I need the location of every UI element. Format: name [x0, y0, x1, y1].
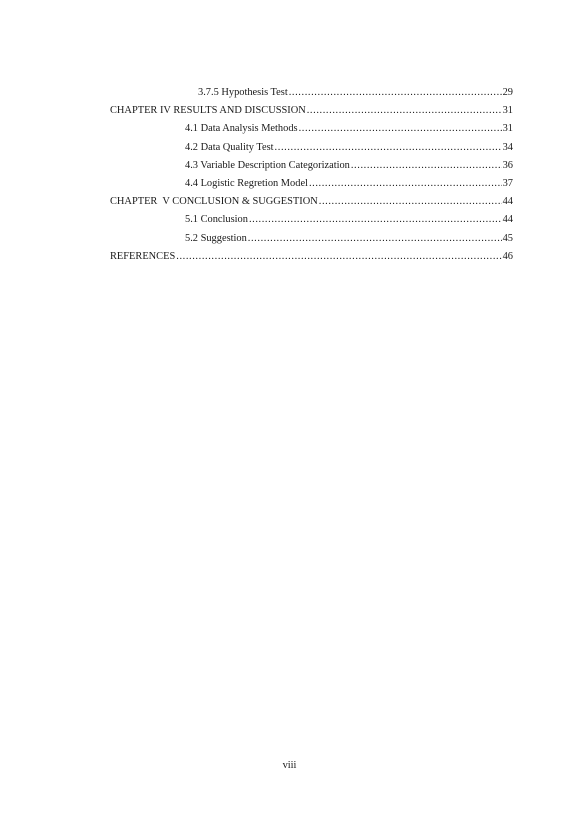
toc-entry-page: 31 [502, 123, 513, 135]
toc-entry-page: 31 [502, 105, 513, 117]
toc-entry-page: 46 [502, 250, 513, 262]
toc-entry-title: 4.1 Data Analysis Methods [185, 123, 298, 135]
toc-entry-page: 45 [502, 232, 513, 244]
toc-entry-title: 3.7.5 Hypothesis Test [198, 87, 288, 98]
toc-entry-page: 34 [502, 141, 513, 153]
toc-entry-chapter-5 [110, 193, 513, 211]
toc-entry-page: 44 [502, 196, 513, 208]
toc-entry-references [110, 248, 513, 266]
dot-leader [307, 102, 502, 120]
dot-leader [249, 211, 502, 229]
dot-leader [309, 175, 502, 193]
toc-entry-5-1 [110, 211, 513, 229]
toc-entry-4-4 [110, 175, 513, 193]
toc-entry-title: CHAPTER V CONCLUSION & SUGGESTION [110, 196, 318, 208]
toc-entry-4-2 [110, 139, 513, 157]
dot-leader [275, 139, 502, 157]
dot-leader [176, 248, 501, 266]
toc-entry-title: 4.3 Variable Description Categorization [185, 159, 350, 171]
toc-entry-title: 5.1 Conclusion [185, 214, 248, 226]
toc-entry-title: 5.2 Suggestion [185, 232, 247, 244]
toc-entry-title: CHAPTER IV RESULTS AND DISCUSSION [110, 105, 306, 117]
toc-entry-title: REFERENCES [110, 250, 176, 262]
toc-entry-chapter-4 [110, 102, 513, 120]
table-of-contents [110, 84, 513, 266]
toc-entry-title: 4.4 Logistic Regretion Model [185, 177, 308, 189]
toc-entry-page: 44 [502, 214, 513, 226]
toc-entry-4-1 [110, 120, 513, 138]
dot-leader [248, 230, 502, 248]
toc-entry-page: 37 [502, 177, 513, 189]
toc-entry-page: 36 [502, 159, 513, 171]
dot-leader [289, 84, 502, 102]
toc-entry-5-2 [110, 230, 513, 248]
dot-leader [299, 120, 502, 138]
dot-leader [351, 157, 502, 175]
toc-entry-4-3 [110, 157, 513, 175]
dot-leader [319, 193, 502, 211]
toc-entry-page: 29 [502, 87, 513, 98]
toc-entry-title: 4.2 Data Quality Test [185, 141, 274, 153]
toc-entry-3-7-5 [110, 84, 513, 102]
page-number: viii [282, 760, 297, 771]
